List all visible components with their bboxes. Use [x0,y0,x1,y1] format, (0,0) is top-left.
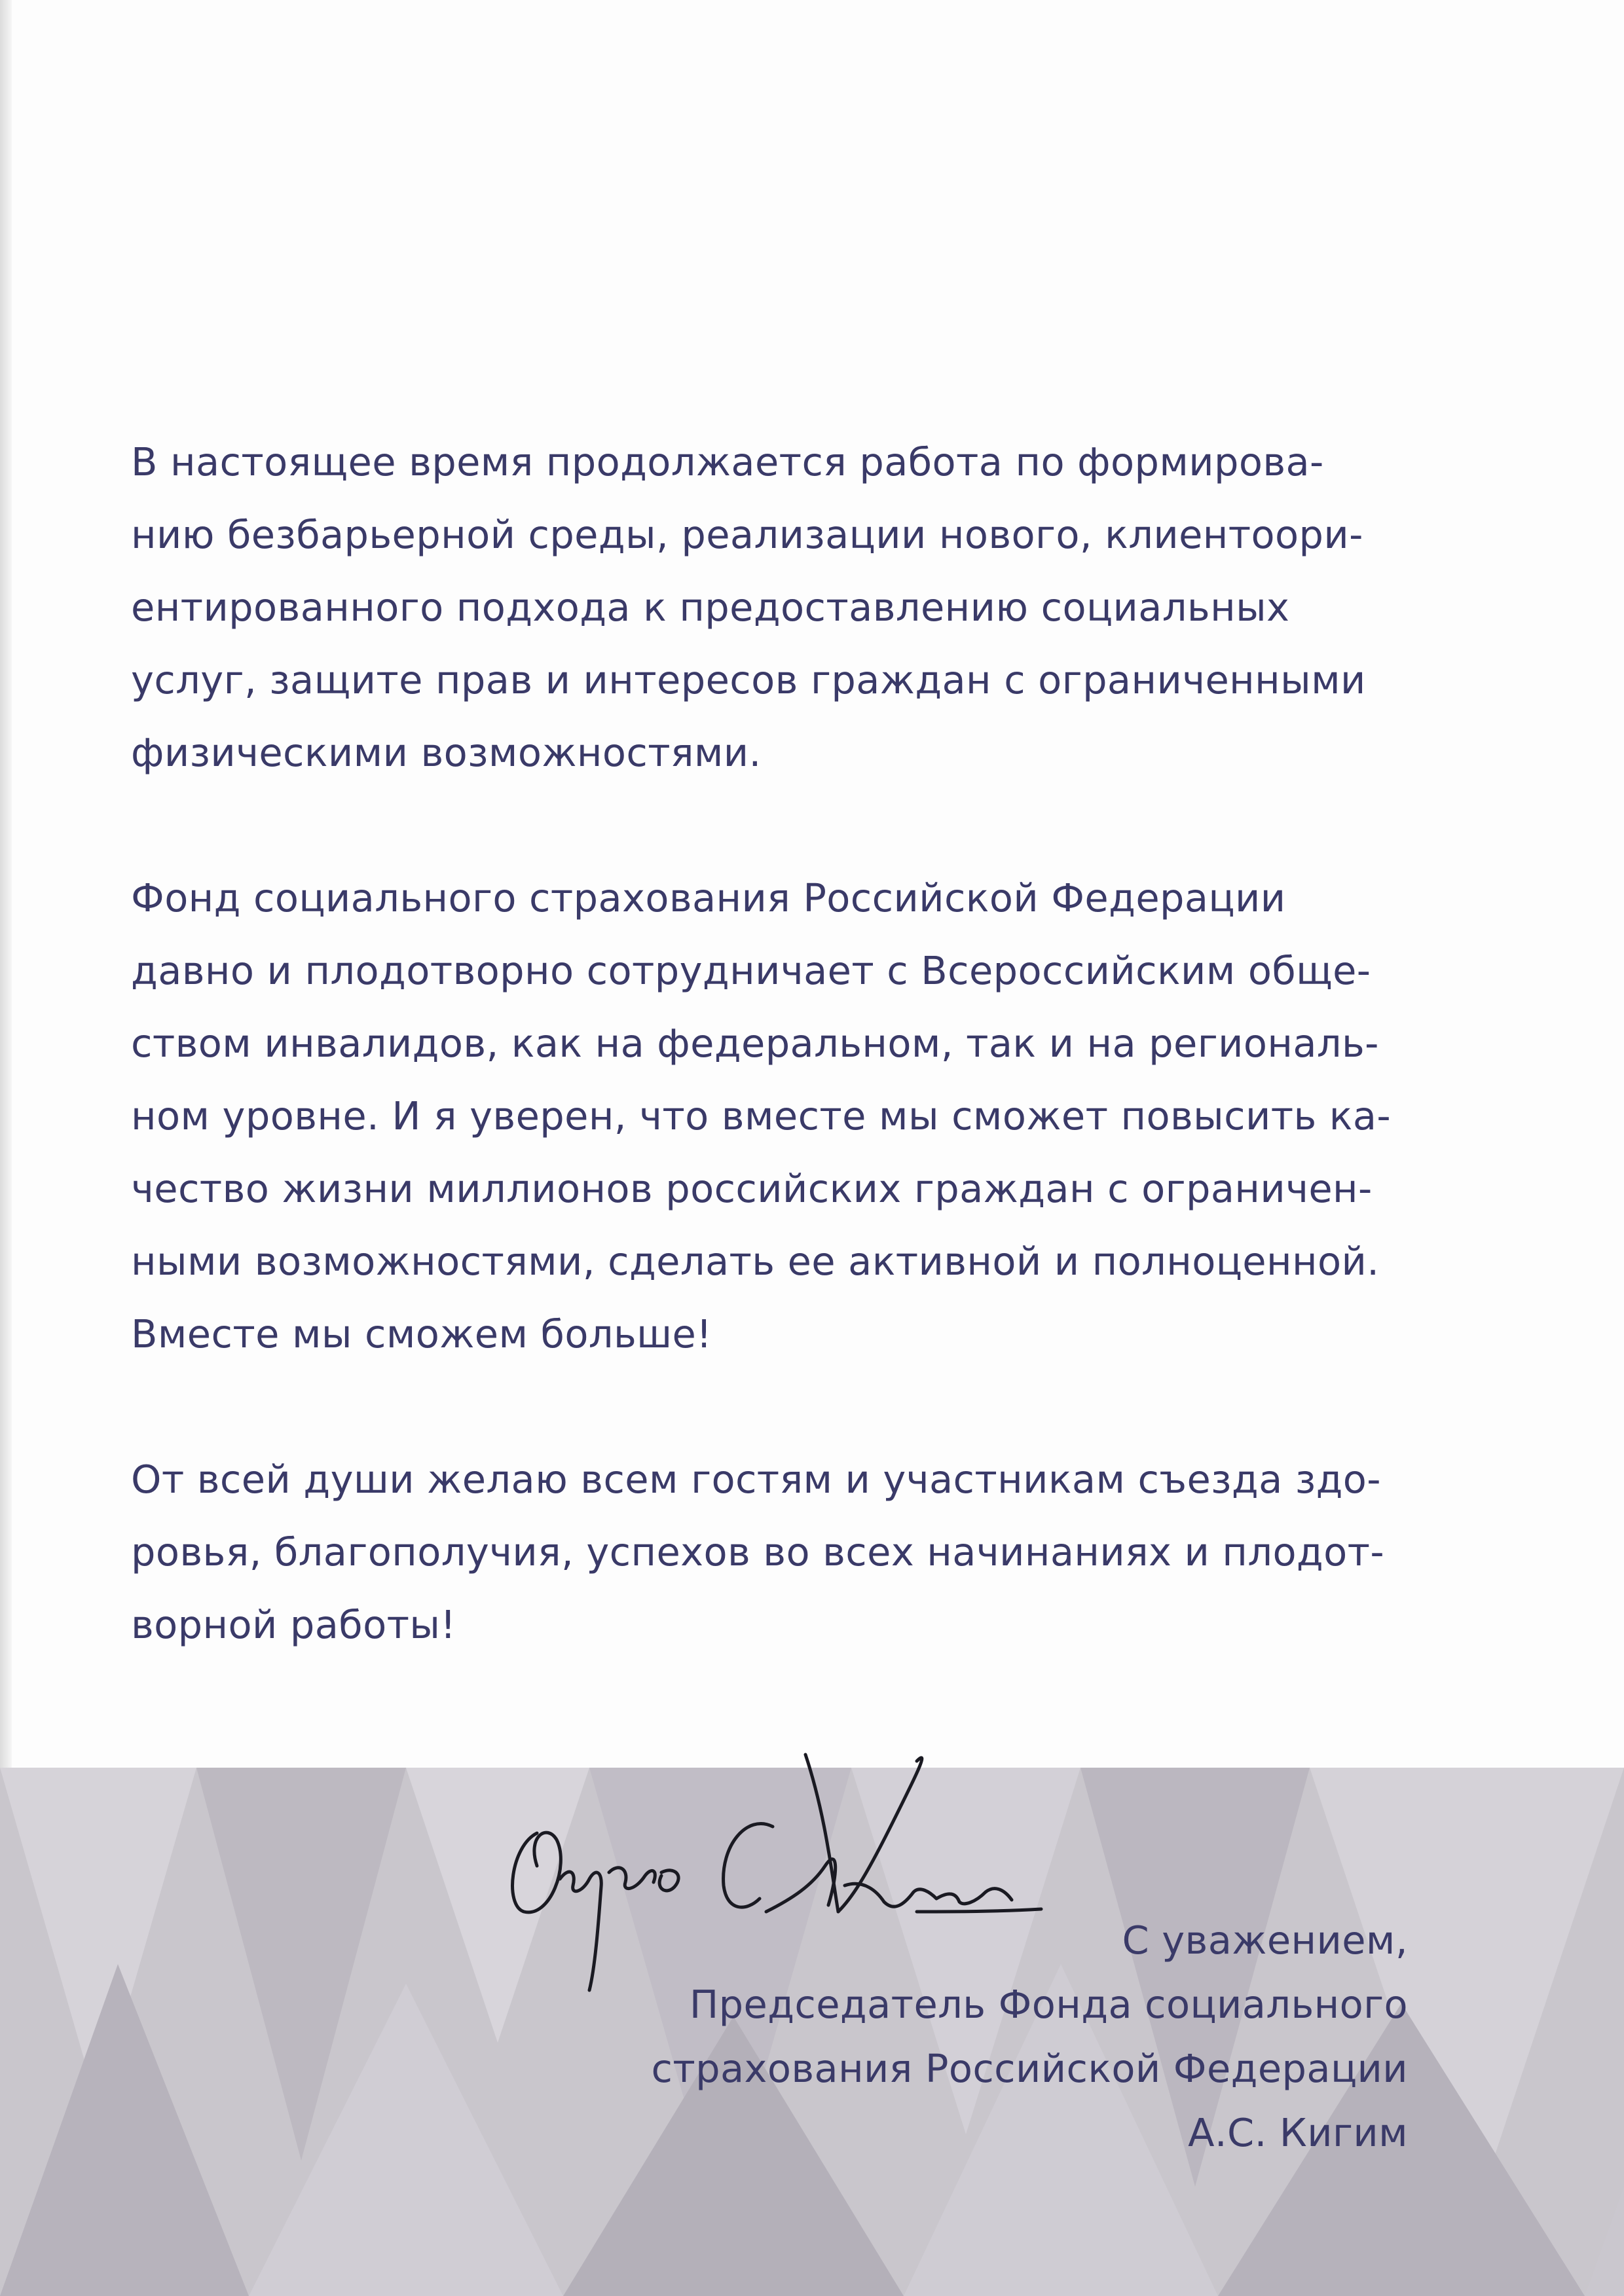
paragraph-1 [131,426,1493,789]
text-line: ством инвалидов, как на федеральном, так и на региональ- [131,1021,1379,1066]
text-line: ентированного подхода к предоставлению социальных [131,585,1290,630]
text-line: Вместе мы сможем больше! [131,1311,712,1357]
text-line: В настоящее время продолжается работа по формирова- [131,439,1324,484]
text-line: От всей души желаю всем гостям и участникам съезда здо- [131,1457,1381,1502]
text-line: услуг, защите прав и интересов граждан с ограниченными [131,657,1366,702]
letter-body [131,426,1493,1734]
text-line: ными возможностями, сделать ее активной и полноценной. [131,1239,1380,1284]
text-line: ном уровне. И я уверен, что вместе мы сможет повысить ка- [131,1093,1392,1139]
closing-block [652,1908,1408,2165]
pattern-triangle [1585,2187,1624,2296]
text-line: физическими возможностями. [131,730,762,775]
paragraph-3 [131,1443,1493,1661]
signer-title: страхования Российской Федерации [651,2046,1408,2091]
text-line: Фонд социального страхования Российской Федерации [131,875,1286,920]
pattern-triangle [0,1964,249,2296]
text-line: давно и плодотворно сотрудничает с Всероссийским обще- [131,948,1371,993]
signer-name: А.С. Кигим [1188,2110,1408,2155]
paragraph-2 [131,862,1493,1370]
signer-title: Председатель Фонда социального [689,1982,1408,2027]
text-line: чество жизни миллионов российских граждан с ограничен- [131,1166,1373,1211]
text-line: ровья, благополучия, успехов во всех начинаниях и плодот- [131,1529,1385,1575]
text-line: нию безбарьерной среды, реализации нового, клиентоори- [131,512,1363,557]
text-line: ворной работы! [131,1602,456,1647]
closing-greeting: С уважением, [1122,1918,1408,1963]
